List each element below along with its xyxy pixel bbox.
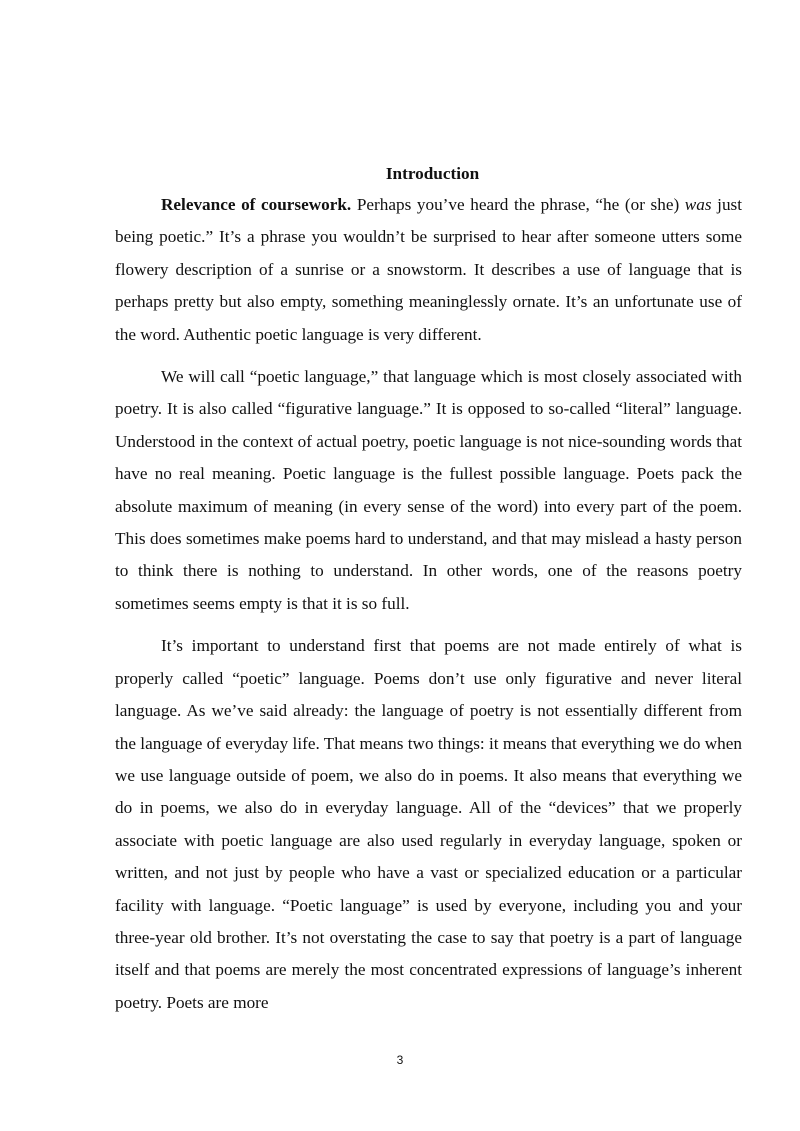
page-body — [115, 163, 742, 1029]
paragraph-lead: Relevance of coursework. — [161, 195, 352, 214]
paragraph-poetic-language: We will call “poetic language,” that language which is most closely associated with poetry. It is also called “figurative language.” It is opposed to so-called “literal” language. Understood in the context of actual poetry, poetic language is not nice-sounding words that have no real meaning. Poetic language is the fullest possible language. Poets pack the absolute maximum of meaning (in every sense of the word) into every part of the poem. This does sometimes make poems hard to understand, and that may mislead a hasty person to think there is nothing to understand. In other words, one of the reasons poetry sometimes seems empty is that it is so full. — [115, 367, 742, 613]
page-number: 3 — [396, 1053, 404, 1067]
paragraph-relevance — [115, 189, 742, 351]
emphasis-text: was — [684, 195, 712, 214]
section-heading: Introduction — [385, 164, 480, 183]
paragraph-understanding: It’s important to understand first that poems are not made entirely of what is properly called “poetic” language. Poems don’t use only figurative and never literal language. As we’ve said already: the language of poetry is not essentially different from the language of everyday life. That means two things: it means that everything we do when we use language outside of poem, we also do in poems. It also means that everything we do in poems, we also do in everyday language. All of the “devices” that we properly associate with poetic language are also used regularly in everyday language, spoken or written, and not just by people who have a vast or specialized education or a particular facility with language. “Poetic language” is used by everyone, including you and your three-year old brother. It’s not overstating the case to say that poetry is a part of language itself and that poems are merely the most concentrated expressions of language’s inherent poetry. Poets are more — [115, 636, 742, 1012]
paragraph-text: just being poetic.” It’s a phrase you wouldn’t be surprised to hear after someone utters some flowery description of a sunrise or a snowstorm. It describes a use of language that is perhaps pretty but also empty, something meaninglessly ornate. It’s an unfortunate use of the word. Authentic poetic language is very different. — [115, 195, 742, 344]
paragraph-text: Perhaps you’ve heard the phrase, “he (or she) — [351, 195, 685, 214]
